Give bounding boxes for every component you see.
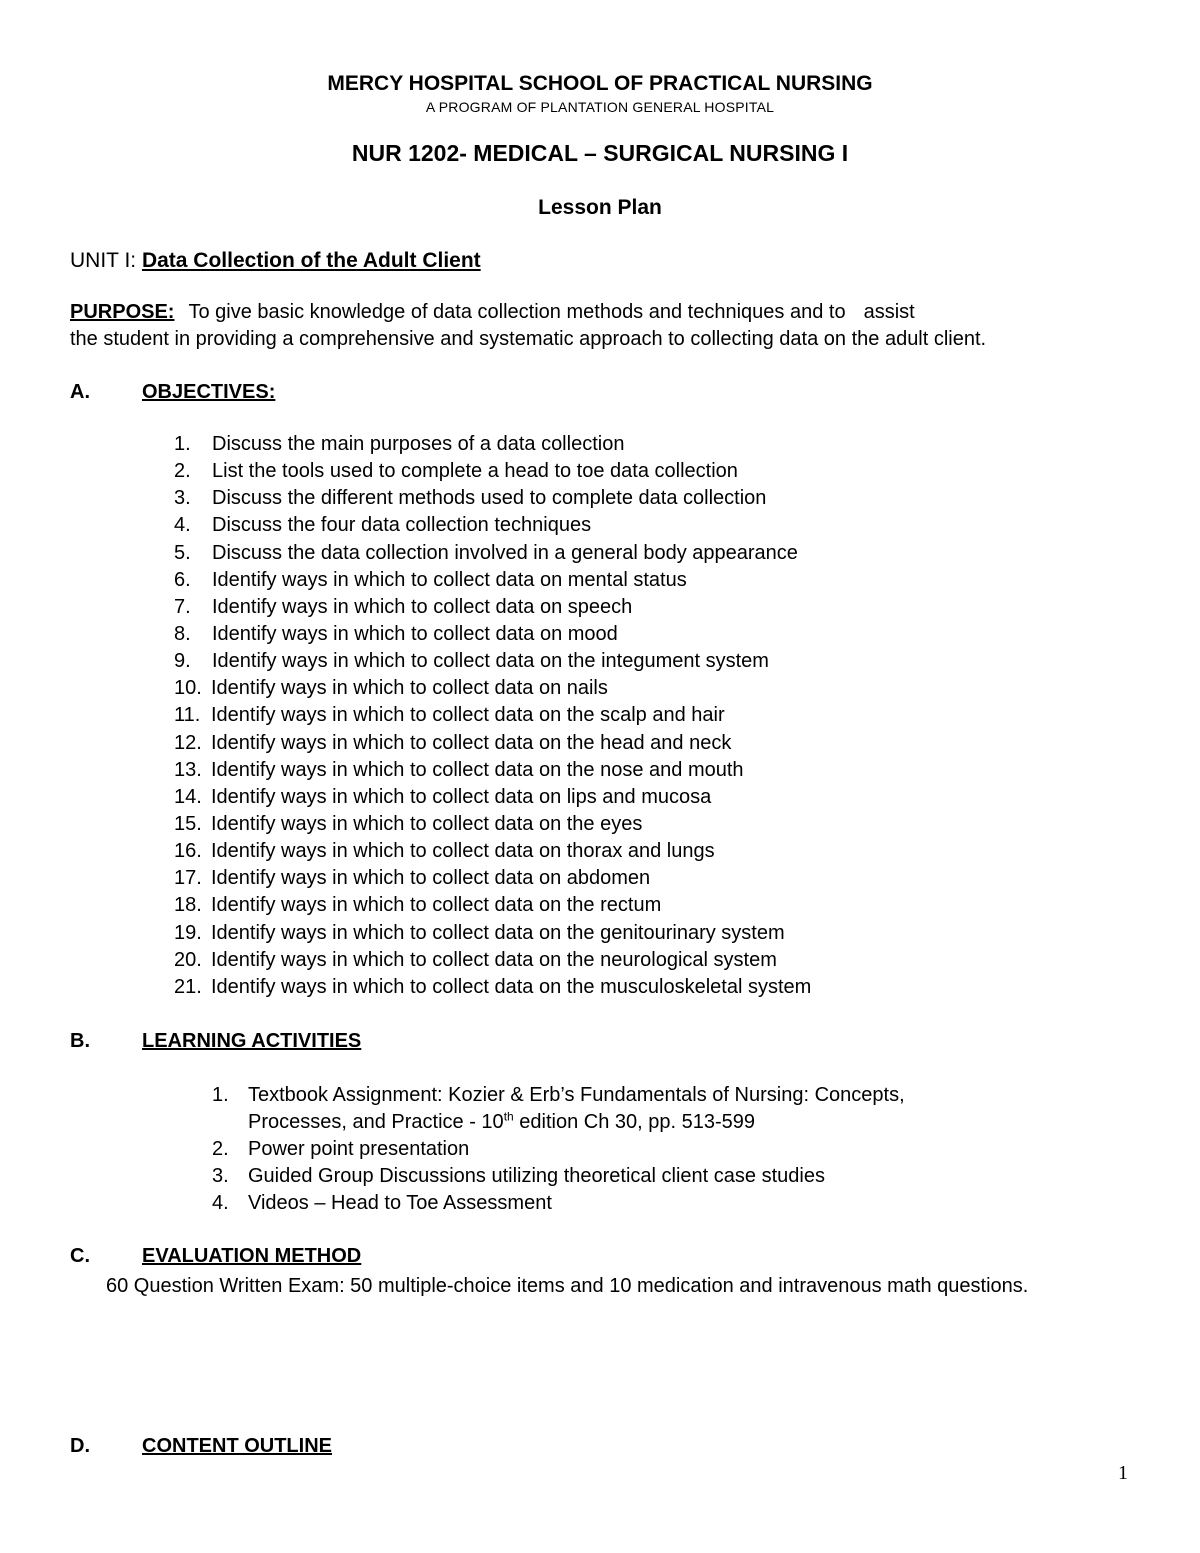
list-item-number: 4. xyxy=(212,1192,229,1214)
objective-number: 4. xyxy=(174,514,191,537)
purpose-text-line1: To give basic knowledge of data collection methods and techniques and to xyxy=(188,301,846,323)
purpose-text-line1-end: assist xyxy=(863,301,915,323)
course-title: NUR 1202- MEDICAL – SURGICAL NURSING I xyxy=(351,140,849,166)
section-c-title: EVALUATION METHOD xyxy=(142,1245,362,1267)
objective-number: 10. xyxy=(174,677,202,700)
section-a-letter: A. xyxy=(70,381,90,403)
objective-text: Identify ways in which to collect data on abdomen xyxy=(211,867,651,890)
section-b-title: LEARNING ACTIVITIES xyxy=(142,1030,362,1052)
objective-text: Discuss the four data collection techniques xyxy=(212,514,592,537)
evaluation-text: 60 Question Written Exam: 50 multiple-choice items and 10 medication and intravenous math questions. xyxy=(106,1275,1029,1297)
objective-text: Identify ways in which to collect data on the scalp and hair xyxy=(211,704,725,727)
objective-text: Identify ways in which to collect data on mood xyxy=(212,622,618,645)
list-item-number: 1. xyxy=(212,1084,229,1106)
list-item: Videos – Head to Toe Assessment xyxy=(248,1192,552,1214)
objective-text: Identify ways in which to collect data on speech xyxy=(212,595,633,618)
unit-heading xyxy=(70,249,481,273)
list-item-number: 3. xyxy=(212,1165,229,1187)
objective-number: 6. xyxy=(174,568,191,591)
unit-title: Data Collection of the Adult Client xyxy=(141,249,481,272)
objective-number: 5. xyxy=(174,541,191,564)
objective-number: 21. xyxy=(174,975,202,998)
objective-text: Identify ways in which to collect data on lips and mucosa xyxy=(211,785,712,808)
section-d-title: CONTENT OUTLINE xyxy=(142,1435,332,1457)
section-b-letter: B. xyxy=(70,1030,90,1052)
objective-number: 18. xyxy=(174,894,202,917)
list-item-continuation: Processes, and Practice - 10th edition Ch 30, pp. 513-599 xyxy=(248,1109,755,1133)
objective-number: 19. xyxy=(174,921,202,944)
list-item: Power point presentation xyxy=(248,1138,470,1160)
unit-label: UNIT I: xyxy=(70,249,142,272)
objective-text: Identify ways in which to collect data on the genitourinary system xyxy=(211,921,785,944)
objective-text: Discuss the data collection involved in a general body appearance xyxy=(212,541,798,564)
objective-number: 16. xyxy=(174,840,202,863)
objective-text: Identify ways in which to collect data on the eyes xyxy=(211,812,643,835)
objective-text: Discuss the main purposes of a data collection xyxy=(212,433,625,455)
objective-number: 1. xyxy=(174,433,191,455)
objective-text: Identify ways in which to collect data on the musculoskeletal system xyxy=(211,975,812,998)
objective-text: Identify ways in which to collect data on the head and neck xyxy=(211,731,732,754)
objective-text: List the tools used to complete a head to toe data collection xyxy=(212,460,738,483)
program-subtitle: A PROGRAM OF PLANTATION GENERAL HOSPITAL xyxy=(425,99,775,115)
section-d-letter: D. xyxy=(70,1435,90,1457)
objective-text: Identify ways in which to collect data on mental status xyxy=(212,568,687,591)
objective-number: 9. xyxy=(174,650,191,673)
objective-number: 13. xyxy=(174,758,202,781)
objective-number: 17. xyxy=(174,867,202,890)
objective-text: Discuss the different methods used to complete data collection xyxy=(212,487,767,510)
objective-text: Identify ways in which to collect data on the nose and mouth xyxy=(211,758,744,781)
objective-text: Identify ways in which to collect data on the neurological system xyxy=(211,948,777,971)
objective-text: Identify ways in which to collect data on nails xyxy=(211,677,608,700)
objective-number: 2. xyxy=(174,460,191,483)
objective-number: 20. xyxy=(174,948,202,971)
document-type: Lesson Plan xyxy=(538,196,662,219)
purpose-text-line2: the student in providing a comprehensive and systematic approach to collecting data on the adult client. xyxy=(70,328,987,350)
section-a-title: OBJECTIVES: xyxy=(142,381,276,403)
school-name: MERCY HOSPITAL SCHOOL OF PRACTICAL NURSING xyxy=(327,72,873,95)
list-item: Guided Group Discussions utilizing theoretical client case studies xyxy=(248,1165,825,1187)
purpose-paragraph xyxy=(70,299,1170,353)
objective-number: 8. xyxy=(174,622,191,645)
objective-number: 15. xyxy=(174,812,202,835)
page-number: 1 xyxy=(1118,1462,1128,1484)
objective-number: 12. xyxy=(174,731,202,754)
list-item-number: 2. xyxy=(212,1138,229,1160)
section-c-letter: C. xyxy=(70,1245,90,1267)
purpose-label: PURPOSE: xyxy=(70,301,175,323)
objective-text: Identify ways in which to collect data on the integument system xyxy=(212,650,769,673)
list-item: Textbook Assignment: Kozier & Erb’s Fundamentals of Nursing: Concepts, xyxy=(248,1084,905,1106)
objective-number: 3. xyxy=(174,487,191,510)
objective-number: 11. xyxy=(174,704,201,727)
objective-text: Identify ways in which to collect data on the rectum xyxy=(211,894,662,917)
objective-text: Identify ways in which to collect data on thorax and lungs xyxy=(211,840,715,863)
objective-number: 7. xyxy=(174,595,191,618)
objective-number: 14. xyxy=(174,785,202,808)
